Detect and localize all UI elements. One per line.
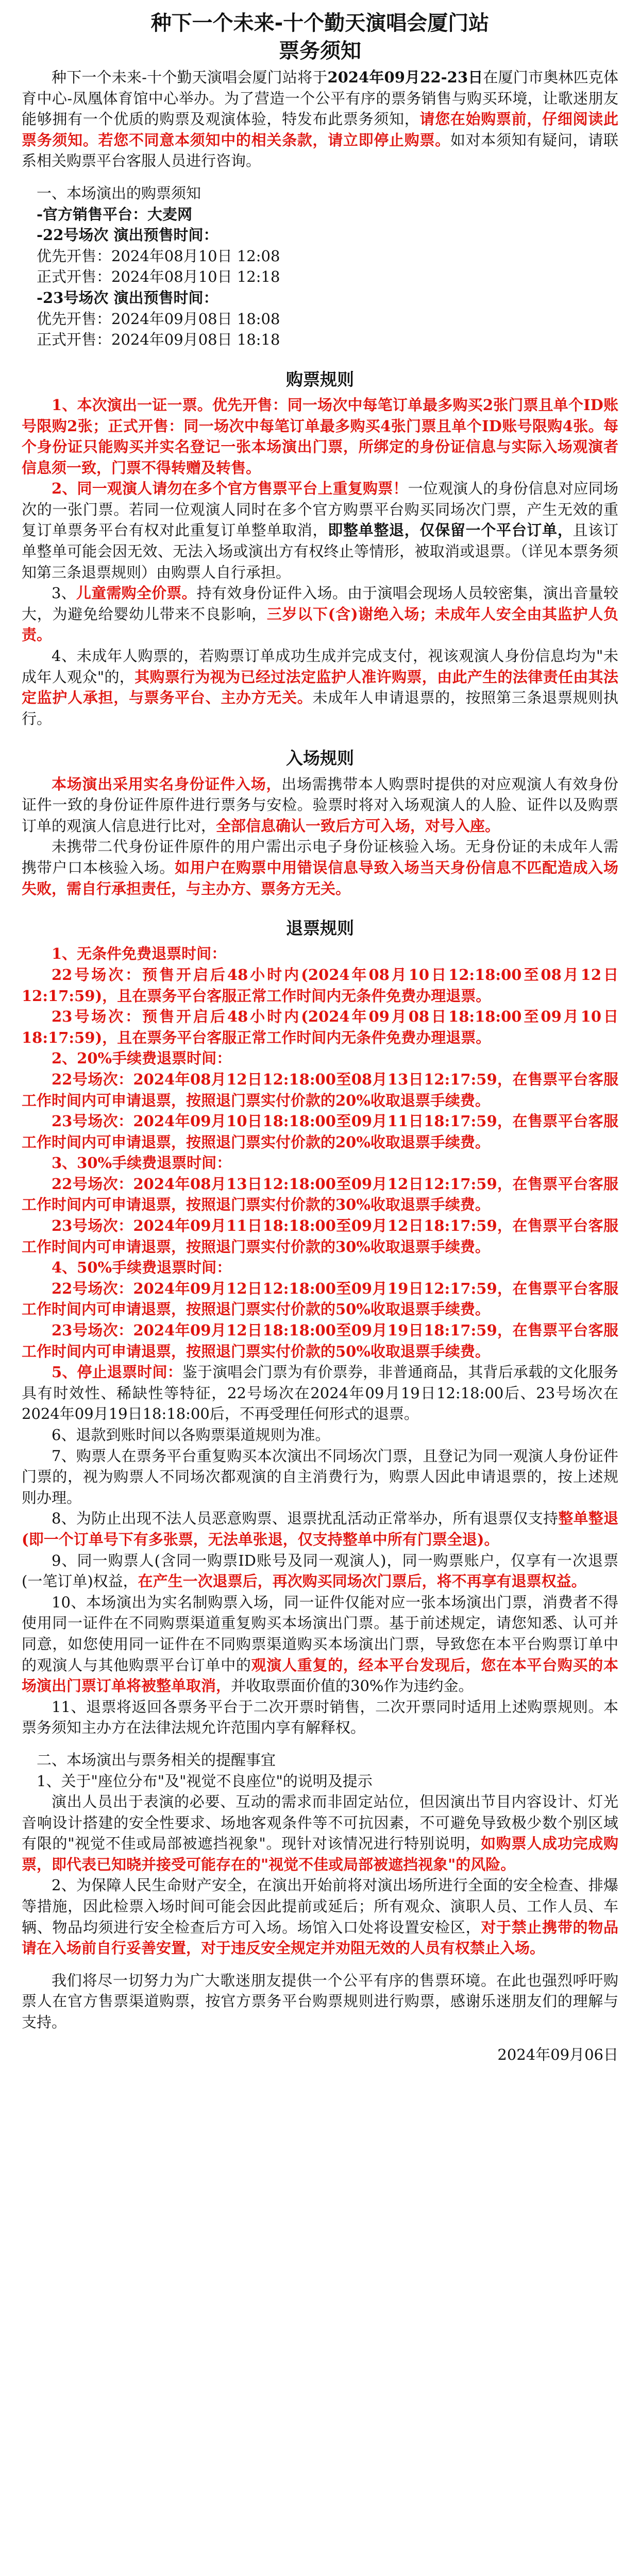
reminder1-text: 演出人员出于表演的必要、互动的需求而非固定站位，但因演出节目内容设计、灯光音响设计搭建的安全性要求、场地客观条件等不可抗因素，不可避免导致极少数个别区域有限的"视觉不佳或局部被遮挡视象"。现针对该情况进行特别说明， xyxy=(22,1793,618,1853)
refund10-text: 10、本场演出为实名制购票入场，同一证件仅能对应一张本场演出门票，消费者不得使用同一证件在不同购票渠道重复购买本场演出门票。基于前述规定，请您知悉、认可并同意，如您使用同一证件在不同购票渠道购买本场演出门票，导致您在本平台购票订单中的观演人与其他购票平台订单中的 xyxy=(22,1593,618,1674)
reminder-1 xyxy=(22,1791,618,1875)
refund9-text: 9、同一购票人(含同一购票ID账号及同一观演人)，同一购票账户，仅享有一次退票(一笔订单)权益， xyxy=(22,1551,618,1590)
session-22-priority: 优先开售：2024年08月10日 12:08 xyxy=(37,247,280,265)
closing-paragraph: 我们将尽一切努力为广大歌迷朋友提供一个公平有序的售票环境。在此也强烈呼吁购票人在官方售票渠道购票，按官方票务平台购票规则进行购票，感谢乐迷朋友们的理解与支持。 xyxy=(22,1971,618,2031)
refund10-warning: 观演人重复的，经本平台发现后，您在本平台购买的本场演出门票订单将被整单取消， xyxy=(22,1656,618,1695)
rule3-num: 3、 xyxy=(52,584,76,602)
refund8-text: 8、为防止出现不法人员恶意购票、退票扰乱活动正常举办，所有退票仅支持 xyxy=(52,1510,559,1528)
rule2-bold: 即整单整退，仅保留一个平台订单， xyxy=(328,521,573,539)
session-23-label: -23号场次 演出预售时间： xyxy=(37,289,218,307)
refund10-tail: 并收取票面价值的30%作为违约金。 xyxy=(231,1677,474,1695)
rule2-warning: 2、同一观演人请勿在多个官方售票平台上重复购票！ xyxy=(52,480,408,498)
intro-text-c: 如对本须知有疑问，请联系相关购票平台客服人员进行咨询。 xyxy=(22,131,618,170)
refund-4-session-23: 23号场次：2024年09月12日18:18:00至09月19日18:17:59，在售票平台客服工作时间内可申请退票，按照退门票实付价款的50%收取退票手续费。 xyxy=(22,1321,618,1360)
section-purchase-notice xyxy=(22,183,618,350)
entry2-warning: 如用户在购票中用错误信息导致入场当天身份信息不匹配造成入场失败，需自行承担责任，与主办方、票务方无关。 xyxy=(22,858,618,897)
refund5-text: 鉴于演唱会门票为有价票券，非普通商品，其背后承载的文化服务具有时效性、稀缺性等特征，22号场次在2024年09月19日12:18:00后、23号场次在2024年09月19日18:18:00后，不再受理任何形式的退票。 xyxy=(22,1363,618,1423)
page-title xyxy=(22,9,618,65)
entry1-lead: 本场演出采用实名身份证件入场， xyxy=(52,775,282,793)
reminder-2 xyxy=(22,1875,618,1958)
issue-date: 2024年09月06日 xyxy=(497,2045,618,2063)
purchase-rule-3 xyxy=(22,583,618,646)
session-22-label: -22号场次 演出预售时间： xyxy=(37,226,218,244)
section-reminders xyxy=(22,1750,618,1959)
purchase-rule-4 xyxy=(22,646,618,729)
session-22-formal: 正式开售：2024年08月10日 12:18 xyxy=(37,268,280,286)
reminder2-text: 2、为保障人民生命财产安全，在演出开始前将对演出场所进行全面的安全检查、排爆等措施，因此检票入场时间可能会因此提前或延后；所有观众、演职人员、工作人员、车辆、物品均须进行安全检查后方可入场。场馆入口处将设置安检区， xyxy=(22,1876,618,1936)
entry-rules-heading: 入场规则 xyxy=(286,748,354,769)
refund-11: 11、退票将返回各票务平台于二次开票时销售，二次开票同时适用上述购票规则。本票务须知主办方在法律法规允许范围内享有解释权。 xyxy=(22,1698,618,1737)
intro-text-b: 在厦门市奥林匹克体育中心-凤凰体育馆中心举办。为了营造一个公平有序的票务销售与购买环境，让歌迷朋友能够拥有一个优质的购票及观演体验，特发布此票务须知， xyxy=(22,69,618,128)
rule2-tail: 且该订单整单可能会因无效、无法入场或演出方有权终止等情形，被取消或退票。（详见本票务须知第三条退票规则）由购票人自行承担。 xyxy=(22,521,618,581)
section1-heading: 一、本场演出的购票须知 xyxy=(37,184,201,202)
rule4-tail: 未成年人申请退票的，按照第三条退票规则执行。 xyxy=(22,689,618,727)
section2-heading: 二、本场演出与票务相关的提醒事宜 xyxy=(37,1751,276,1769)
refund9-warning: 在产生一次退票后，再次购买同场次门票后，将不再享有退票权益。 xyxy=(138,1572,586,1590)
purchase-rules-heading: 购票规则 xyxy=(286,369,354,389)
refund-3-title: 3、30%手续费退票时间： xyxy=(52,1154,232,1172)
intro-text-a: 种下一个未来-十个勤天演唱会厦门站将于 xyxy=(52,69,328,86)
entry1-text: 出场需携带本人购票时提供的对应观演人有效身份证件一致的身份证件原件进行票务与安检。验票时将对入场观演人的人脸、证件以及购票订单的观演人信息进行比对， xyxy=(22,775,618,835)
refund-1-title: 1、无条件免费退票时间： xyxy=(52,945,227,963)
reminder2-warning: 对于禁止携带的物品请在入场前自行妥善安置，对于违反安全规定并劝阻无效的人员有权禁止入场。 xyxy=(22,1918,618,1957)
entry2-text: 未携带二代身份证件原件的用户需出示电子身份证核验入场。无身份证的未成年人需携带户口本核验入场。 xyxy=(22,838,618,876)
purchase-rule-2 xyxy=(22,478,618,583)
refund-3-session-22: 22号场次：2024年08月13日12:18:00至09月12日12:17:59，在售票平台客服工作时间内可申请退票，按照退门票实付价款的30%收取退票手续费。 xyxy=(22,1175,618,1214)
session-23-formal: 正式开售：2024年09月08日 18:18 xyxy=(37,331,280,349)
refund-2-title: 2、20%手续费退票时间： xyxy=(52,1049,232,1067)
intro-warning: 请您在始购票前，仔细阅读此票务须知。若您不同意本须知中的相关条款，请立即停止购票。 xyxy=(22,110,618,149)
entry1-warning: 全部信息确认一致后方可入场，对号入座。 xyxy=(216,817,500,835)
rule4-warning: 其购票行为视为已经过法定监护人准许购票，由此产生的法律责任由其法定监护人承担，与票务平台、主办方无关。 xyxy=(22,668,618,707)
entry-rule-2 xyxy=(22,836,618,899)
refund-rules-heading: 退票规则 xyxy=(286,918,354,939)
refund-4-session-22: 22号场次：2024年09月12日12:18:00至09月19日12:17:59，在售票平台客服工作时间内可申请退票，按照退门票实付价款的50%收取退票手续费。 xyxy=(22,1279,618,1318)
refund-1-session-22: 22号场次：预售开启后48小时内(2024年08月10日12:18:00至08月12日12:17:59)，且在票务平台客服正常工作时间内无条件免费办理退票。 xyxy=(22,965,618,1005)
refund8-warning: 整单整退(即一个订单号下有多张票，无法单张退，仅支持整单中所有门票全退)。 xyxy=(22,1510,618,1548)
rule3-warning: 儿童需购全价票。 xyxy=(76,584,197,602)
reminder1-warning: 如购票人成功完成购票，即代表已知晓并接受可能存在的"视觉不佳或局部被遮挡视象"的风险。 xyxy=(22,1835,618,1873)
refund-2-session-23: 23号场次：2024年09月10日18:18:00至09月11日18:17:59，在售票平台客服工作时间内可申请退票，按照退门票实付价款的20%收取退票手续费。 xyxy=(22,1112,618,1151)
purchase-rule-1: 1、本次演出一证一票。优先开售：同一场次中每笔订单最多购买2张门票且单个ID账号限购2张；正式开售：同一场次中每笔订单最多购买4张门票且单个ID账号限购4张。每个身份证只能购买并实名登记一张本场演出门票，所绑定的身份证信息与实际入场观演者信息须一致，门票不得转赠及转售。 xyxy=(22,396,618,477)
title-line-2: 票务须知 xyxy=(279,39,361,63)
title-line-1: 种下一个未来-十个勤天演唱会厦门站 xyxy=(150,11,490,35)
refund-4-title: 4、50%手续费退票时间： xyxy=(52,1259,232,1277)
entry-rule-1 xyxy=(22,774,618,837)
refund-8 xyxy=(22,1508,618,1550)
refund-7: 7、购票人在票务平台重复购买本次演出不同场次门票，且登记为同一观演人身份证件门票的，视为购票人不同场次都观演的自主消费行为，购票人因此申请退票的，按上述规则办理。 xyxy=(22,1447,618,1506)
refund-5 xyxy=(22,1362,618,1425)
rule3-warning-2: 三岁以下(含)谢绝入场；未成年人安全由其监护人负责。 xyxy=(22,605,618,644)
refund5-title: 5、停止退票时间： xyxy=(52,1363,182,1381)
sales-platform: -官方销售平台：大麦网 xyxy=(37,205,193,223)
session-23-priority: 优先开售：2024年09月08日 18:08 xyxy=(37,310,280,328)
intro-date: 2024年09月22-23日 xyxy=(327,69,483,86)
reminder-1-title: 1、关于"座位分布"及"视觉不良座位"的说明及提示 xyxy=(37,1772,373,1790)
refund-1-session-23: 23号场次：预售开启后48小时内(2024年09月08日18:18:00至09月10日18:17:59)，且在票务平台客服正常工作时间内无条件免费办理退票。 xyxy=(22,1008,618,1046)
rule3-text: 持有效身份证件入场。由于演唱会现场人员较密集，演出音量较大，为避免给婴幼儿带来不良影响， xyxy=(22,584,618,623)
refund-2-session-22: 22号场次：2024年08月12日12:18:00至08月13日12:17:59，在售票平台客服工作时间内可申请退票，按照退门票实付价款的20%收取退票手续费。 xyxy=(22,1070,618,1109)
refund-10 xyxy=(22,1592,618,1697)
rule4-text: 4、未成年人购票的，若购票订单成功生成并完成支付，视该观演人身份信息均为"未成年人观众"的， xyxy=(22,647,618,686)
refund-6: 6、退款到账时间以各购票渠道规则为准。 xyxy=(52,1426,330,1444)
rule2-text: 一位观演人的身份信息对应同场次的一张门票。若同一位观演人同时在多个官方购票平台购买同场次门票，产生无效的重复订单票务平台有权对此重复订单整单取消， xyxy=(22,480,618,539)
refund-9 xyxy=(22,1550,618,1592)
refund-3-session-23: 23号场次：2024年09月11日18:18:00至09月12日18:17:59，在售票平台客服工作时间内可申请退票，按照退门票实付价款的30%收取退票手续费。 xyxy=(22,1217,618,1256)
intro-paragraph xyxy=(22,67,618,172)
